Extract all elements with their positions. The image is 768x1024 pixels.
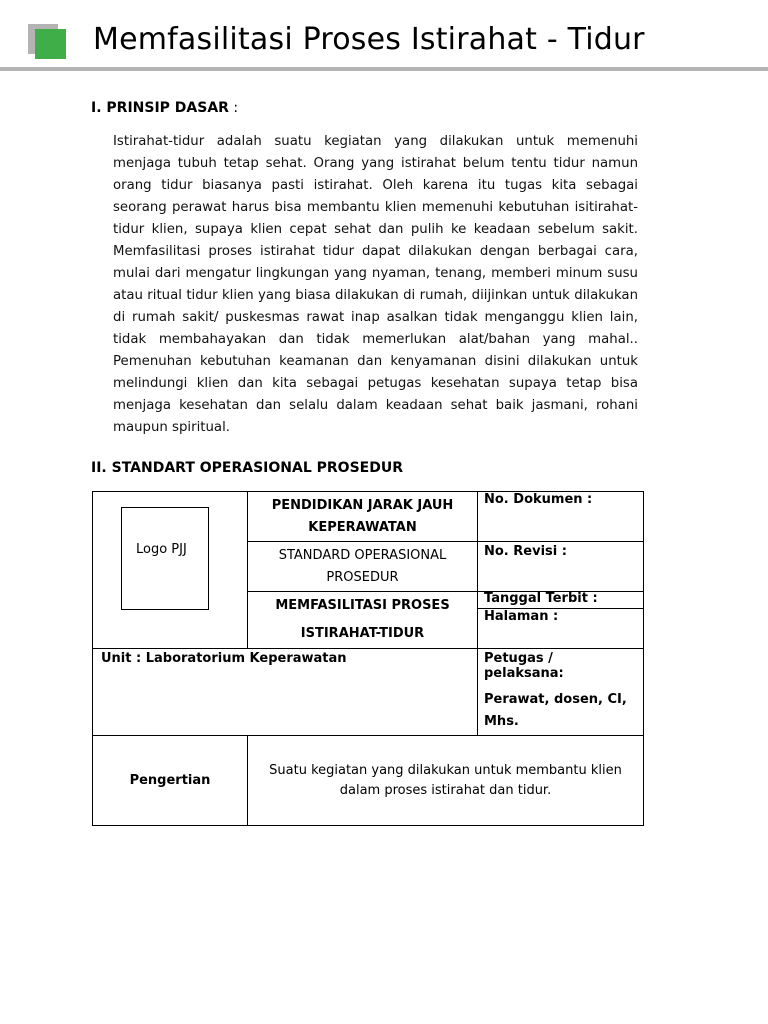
logo-cell	[93, 492, 248, 649]
section-heading-colon: :	[228, 100, 239, 116]
page-header	[0, 0, 768, 72]
logo-placeholder-box	[121, 507, 209, 610]
procedure-cell: MEMFASILITASI PROSES ISTIRAHAT-TIDUR	[248, 592, 478, 649]
no-revisi-label: No. Revisi :	[484, 544, 567, 559]
header-divider	[0, 67, 768, 71]
institution-cell: PENDIDIKAN JARAK JAUH KEPERAWATAN	[248, 492, 478, 542]
section-heading-prinsip-dasar	[91, 100, 238, 116]
petugas-label: Petugas / pelaksana:	[484, 651, 564, 681]
petugas-value: Perawat, dosen, CI, Mhs.	[484, 692, 627, 729]
pengertian-text: Suatu kegiatan yang dilakukan untuk membantu klien dalam proses istirahat dan tidur.	[248, 736, 644, 826]
no-dokumen-cell	[478, 492, 644, 542]
doc-type-cell: STANDARD OPERASIONAL PROSEDUR	[248, 542, 478, 592]
pengertian-label: Pengertian	[93, 736, 248, 826]
tanggal-terbit-cell: Tanggal Terbit :	[478, 592, 644, 609]
no-dokumen-label: No. Dokumen :	[484, 492, 593, 507]
header-logo-square-green	[35, 29, 66, 59]
unit-cell: Unit : Laboratorium Keperawatan	[93, 649, 478, 736]
halaman-cell: Halaman :	[478, 608, 644, 648]
section-heading-sop: II. STANDART OPERASIONAL PROSEDUR	[91, 460, 403, 476]
no-revisi-cell	[478, 542, 644, 592]
page-title: Memfasilitasi Proses Istirahat - Tidur	[93, 22, 645, 57]
petugas-cell	[478, 649, 644, 736]
prinsip-dasar-paragraph: Istirahat-tidur adalah suatu kegiatan yang dilakukan untuk memenuhi menjaga tubuh tetap sehat. Orang yang istirahat belum tentu tidur namun orang tidur biasanya pasti istirahat. Oleh karena itu tugas kita sebagai seorang perawat harus bisa membantu klien memenuhi kebutuhan isitirahat-tidur klien, supaya klien cepat sehat dan pulih ke keadaan sebelum sakit. Memfasilitasi proses istirahat tidur dapat dilakukan dengan berbagai cara, mulai dari mengatur lingkungan yang nyaman, tenang, memberi minum susu atau ritual tidur klien yang biasa dilakukan di rumah, diijinkan untuk dilakukan di rumah sakit/ puskesmas rawat inap asalkan tidak menganggu klien lain, tidak membahayakan dan tidak memerlukan alat/bahan yang mahal.. Pemenuhan kebutuhan keamanan dan kenyamanan disini dilakukan untuk melindungi klien dan kita sebagai petugas kesehatan supaya tetap bisa menjaga kesehatan dan selalu dalam keadaan sehat baik jasmani, rohani maupun spiritual.	[113, 134, 638, 435]
sop-table	[92, 491, 644, 826]
section-heading-text: I. PRINSIP DASAR	[91, 100, 229, 116]
logo-label: Logo PJJ	[136, 542, 187, 557]
